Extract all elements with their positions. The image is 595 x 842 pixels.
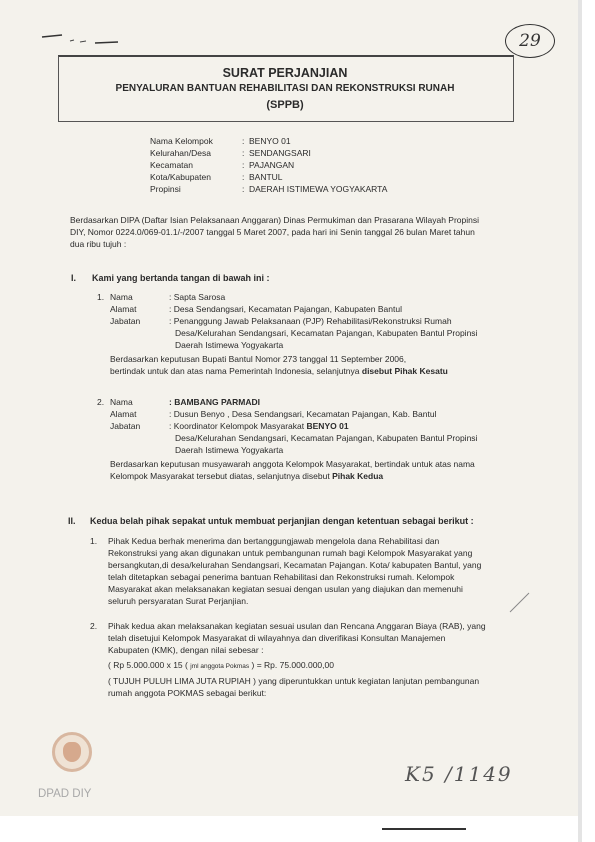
seal-emblem [63,742,81,762]
intro-line: DIY, Nomor 0224.0/069-01.1/-/2007 tanggal 5 Maret 2007, pada hari ini Senin tanggal 26 bulan Maret tahun [70,227,475,237]
party-2 [0,396,578,486]
pen-mark [505,590,535,615]
alamat-label: Alamat [110,409,137,419]
kelompok-label: Kota/Kabupaten [150,172,211,182]
amount-line [108,675,518,687]
kelompok-label: Kecamatan [150,160,193,170]
party-number: 1. [97,292,105,302]
basis-text [110,365,448,377]
calculation-line [108,659,518,673]
pen-mark [40,32,120,46]
kelompok-value: BANTUL [249,172,283,182]
basis-text [110,470,383,482]
section-2-heading: Kedua belah pihak sepakat untuk membuat perjanjian dengan ketentuan sebagai berikut : [90,516,474,526]
basis-text: Berdasarkan keputusan Bupati Bantul Nomor 273 tanggal 11 September 2006, [110,354,407,364]
item-line: Masyarakat akan melaksanakan kegiatan sesuai dengan usulan yang diajukan dan memenuhi [108,584,463,594]
kelompok-info [0,135,578,197]
kelompok-row [0,159,578,171]
calc-total: ) = Rp. 75.000.000,00 [251,660,334,670]
nama-label: Nama [110,292,133,302]
colon: : [242,160,245,170]
group-name: BENYO 01 [306,421,349,431]
agreement-item-1 [0,535,578,615]
kelompok-row [0,171,578,183]
basis-text-part: Kelompok Masyarakat tersebut diatas, selanjutnya disebut [110,471,330,481]
party-1 [0,291,578,381]
kelompok-label: Kelurahan/Desa [150,148,211,158]
colon: : [242,184,245,194]
bottom-rule [382,828,466,830]
item-line: Pihak kedua akan melaksanakan kegiatan sesuai usulan dan Rencana Anggaran Biaya (RAB), yang [108,621,486,631]
kelompok-row [0,135,578,147]
alamat-label: Alamat [110,304,137,314]
kelompok-value: DAERAH ISTIMEWA YOGYAKARTA [249,184,388,194]
page-number: 29 [505,24,555,58]
kelompok-row [0,147,578,159]
item-line: Pihak Kedua berhak menerima dan bertanggungjawab mengelola dana Rehabilitasi dan [108,536,440,546]
nama-label: Nama [110,397,133,407]
jabatan-label: Jabatan [110,421,141,431]
basis-text: Berdasarkan keputusan musyawarah anggota Kelompok Masyarakat, bertindak untuk atas nama [110,459,475,469]
seal-logo [52,732,92,772]
colon: : [242,148,245,158]
jabatan-value: Daerah Istimewa Yogyakarta [175,445,284,455]
item-text [108,620,518,699]
kelompok-row [0,183,578,195]
item-line: rumah anggota POKMAS sebagai berikut: [108,688,267,698]
alamat-value: : Dusun Benyo , Desa Sendangsari, Kecamatan Pajangan, Kab. Bantul [169,409,437,419]
item-line: Kabupaten (KMK), dengan nilai sebesar : [108,645,264,655]
jabatan-value: Desa/Kelurahan Sendangsari, Kecamatan Pajangan, Kabupaten Bantul Propinsi [175,328,478,338]
jabatan-text: : Koordinator Kelompok Masyarakat [169,421,305,431]
amount-purpose: yang diperuntukkan untuk kegiatan lanjutan pembangunan [255,676,480,686]
kelompok-label: Nama Kelompok [150,136,213,146]
colon: : [242,172,245,182]
item-line: Rekonstruksi yang akan digunakan untuk pembangunan rumah bagi Kelompok Masyarakat yang [108,548,473,558]
kelompok-value: PAJANGAN [249,160,295,170]
item-text [108,535,518,607]
nama-value: : Sapta Sarosa [169,292,226,302]
intro-line: Berdasarkan DIPA (Daftar Isian Pelaksanaan Anggaran) Dinas Permukiman dan Prasarana Wilayah Propinsi [70,215,479,225]
item-line: telah ditetapkan sebagai penerima bantuan Rehabilitasi dan Rekonstruksi rumah. Kelompok [108,572,455,582]
party-designation: Pihak Kedua [332,471,384,481]
calc-note: jml anggota Pokmas [190,663,250,670]
basis-text-part: bertindak untuk dan atas nama Pemerintah Indonesia, selanjutnya [110,366,360,376]
intro-line: dua ribu tujuh : [70,239,127,249]
document-acronym: (SPPB) [266,99,304,111]
section-2-number: II. [68,516,76,526]
kelompok-label: Propinsi [150,184,181,194]
item-line: seluruh persyaratan Surat Perjanjian. [108,596,249,606]
item-number: 1. [90,536,98,546]
colon: : [242,136,245,146]
jabatan-value: Daerah Istimewa Yogyakarta [175,340,284,350]
handwritten-note: K5 /1149 [405,762,513,786]
jabatan-value [169,420,349,432]
item-line: bersangkutan,di desa/kelurahan Sendangsari, Kecamatan Pajangan. Kota/ kabupaten Bantul, yang [108,560,482,570]
kelompok-value: SENDANGSARI [249,148,311,158]
party-number: 2. [97,397,105,407]
intro-paragraph [70,214,540,250]
document-subtitle: PENYALURAN BANTUAN REHABILITASI DAN REKONSTRUKSI RUNAH [115,83,455,94]
kelompok-value: BENYO 01 [249,136,291,146]
calc-part: ( Rp 5.000.000 x 15 ( [108,660,188,670]
jabatan-value: : Penanggung Jawab Pelaksanaan (PJP) Rehabilitasi/Rekonstruksi Rumah [169,316,452,326]
agreement-item-2 [0,620,578,710]
section-1-heading: Kami yang bertanda tangan di bawah ini : [92,273,270,283]
party-designation: disebut Pihak Kesatu [361,366,448,376]
item-line: telah disetujui Kelompok Masyarakat di wilayahnya dan diverifikasi Konsultan Manajemen [108,633,446,643]
page-edge [578,0,582,842]
item-number: 2. [90,621,98,631]
alamat-value: : Desa Sendangsari, Kecamatan Pajangan, Kabupaten Bantul [169,304,402,314]
document-title: SURAT PERJANJIAN [222,66,348,80]
nama-value: : BAMBANG PARMADI [169,397,260,407]
jabatan-value: Desa/Kelurahan Sendangsari, Kecamatan Pajangan, Kabupaten Bantul Propinsi [175,433,478,443]
section-1-number: I. [71,273,77,283]
amount-in-words: ( TUJUH PULUH LIMA JUTA RUPIAH ) [108,676,256,686]
jabatan-label: Jabatan [110,316,141,326]
archive-stamp: DPAD DIY [38,788,92,800]
